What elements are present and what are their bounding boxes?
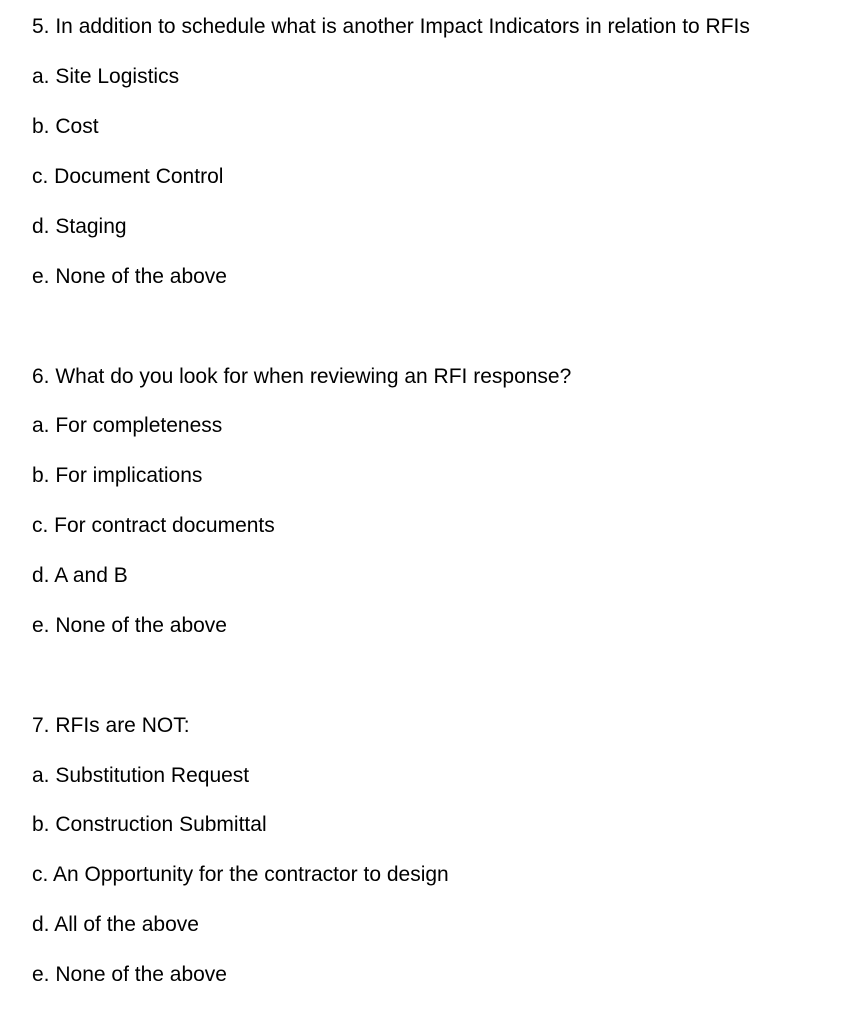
question-6-option-d: d. A and B: [32, 564, 128, 587]
question-5-prompt: 5. In addition to schedule what is another Impact Indicators in relation to RFIs: [32, 15, 750, 38]
question-5-option-a: a. Site Logistics: [32, 65, 180, 88]
question-5-option-c: c. Document Control: [32, 165, 224, 188]
question-6-option-e: e. None of the above: [32, 614, 227, 637]
question-7-prompt: 7. RFIs are NOT:: [32, 714, 190, 737]
question-5-option-e: e. None of the above: [32, 265, 227, 288]
question-6-option-c: c. For contract documents: [32, 514, 275, 537]
question-5-option-b: b. Cost: [32, 115, 99, 138]
question-5-option-d: d. Staging: [32, 215, 127, 238]
question-7-option-a: a. Substitution Request: [32, 764, 250, 787]
question-7-option-b: b. Construction Submittal: [32, 813, 267, 836]
question-6-prompt: 6. What do you look for when reviewing an RFI response?: [32, 365, 572, 388]
question-7-option-d: d. All of the above: [32, 913, 199, 936]
question-7-option-c: c. An Opportunity for the contractor to design: [32, 863, 449, 886]
question-6-option-b: b. For implications: [32, 464, 203, 487]
question-7-option-e: e. None of the above: [32, 963, 227, 986]
question-6-option-a: a. For completeness: [32, 414, 223, 437]
